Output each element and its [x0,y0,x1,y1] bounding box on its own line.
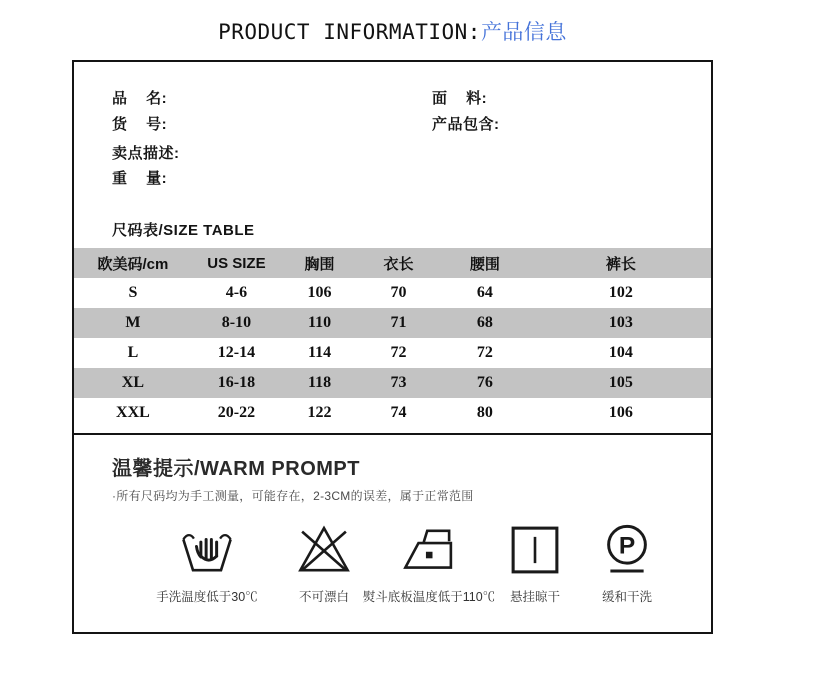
svg-text:P: P [618,532,636,560]
cell-garment-length: 71 [390,314,407,331]
cell-garment-length: 73 [390,374,407,391]
table-row-m [74,308,711,338]
section-divider [73,433,712,435]
cell-chest: 122 [307,404,332,421]
cell-garment-length: 70 [390,284,407,301]
size-table [74,248,711,428]
table-row-s [74,278,711,308]
cell-chest: 110 [307,314,332,331]
cell-waist: 80 [476,404,493,421]
col-header-us-size: US SIZE [207,254,266,272]
table-row-xl [74,368,711,398]
cell-garment-length: 74 [390,404,407,421]
col-header-waist: 腰围 [469,255,500,273]
cell-waist: 72 [476,344,493,361]
page-title [72,16,713,46]
page-title-en: PRODUCT INFORMATION: [218,20,481,44]
care-label: 熨斗底板温度低于110℃ [362,590,496,604]
cell-garment-length: 72 [390,344,407,361]
cell-us-size: 8-10 [221,314,252,331]
col-header-chest: 胸围 [304,255,335,273]
table-row-l [74,338,711,368]
cell-pants-length: 102 [608,284,633,301]
cell-chest: 114 [307,344,332,361]
table-row-xxl [74,398,711,428]
warm-prompt-title: 温馨提示/WARM PROMPT [112,458,360,480]
cell-size: S [128,284,138,301]
page-title-zh: 产品信息 [480,20,567,44]
col-header-pants-length: 裤长 [605,255,636,273]
cell-waist: 76 [476,374,493,391]
cell-size: L [127,344,139,361]
cell-us-size: 4-6 [225,284,248,301]
care-label: 不可漂白 [298,590,349,604]
field-label-product-name: 品 名: [112,90,168,107]
cell-pants-length: 104 [608,344,633,361]
care-label: 缓和干洗 [601,590,652,604]
field-label-fabric: 面 料: [432,90,488,107]
cell-us-size: 16-18 [217,374,256,391]
field-label-selling-point: 卖点描述: [112,145,180,162]
field-label-package-contains: 产品包含: [432,116,500,133]
cell-pants-length: 103 [608,314,633,331]
iron-low-temp-icon [401,522,457,578]
cell-waist: 68 [476,314,493,331]
col-header-garment-length: 衣长 [383,255,414,273]
size-table-title: 尺码表/SIZE TABLE [112,222,255,239]
cell-pants-length: 105 [608,374,633,391]
field-label-weight: 重 量: [112,170,168,187]
cell-waist: 64 [476,284,493,301]
care-item-gentle-dry-clean [542,522,712,605]
field-label-item-number: 货 号: [112,116,168,133]
cell-chest: 106 [307,284,332,301]
cell-size: XXL [116,404,150,421]
care-label: 手洗温度低于30℃ [156,590,258,604]
warm-prompt-note: ·所有尺码均为手工测量，可能存在，2-3CM的误差，属于正常范围 [112,489,474,503]
gentle-dry-clean-icon [599,522,655,578]
care-label: 悬挂晾干 [509,590,560,604]
cell-us-size: 12-14 [217,344,256,361]
cell-size: XL [121,374,145,391]
cell-us-size: 20-22 [217,404,256,421]
cell-pants-length: 106 [608,404,633,421]
col-header-eu-size: 欧美码/cm [97,255,169,273]
content-box [72,60,713,634]
cell-chest: 118 [307,374,332,391]
size-table-header-row [74,248,711,278]
cell-size: M [125,314,141,331]
hand-wash-icon [179,522,235,578]
